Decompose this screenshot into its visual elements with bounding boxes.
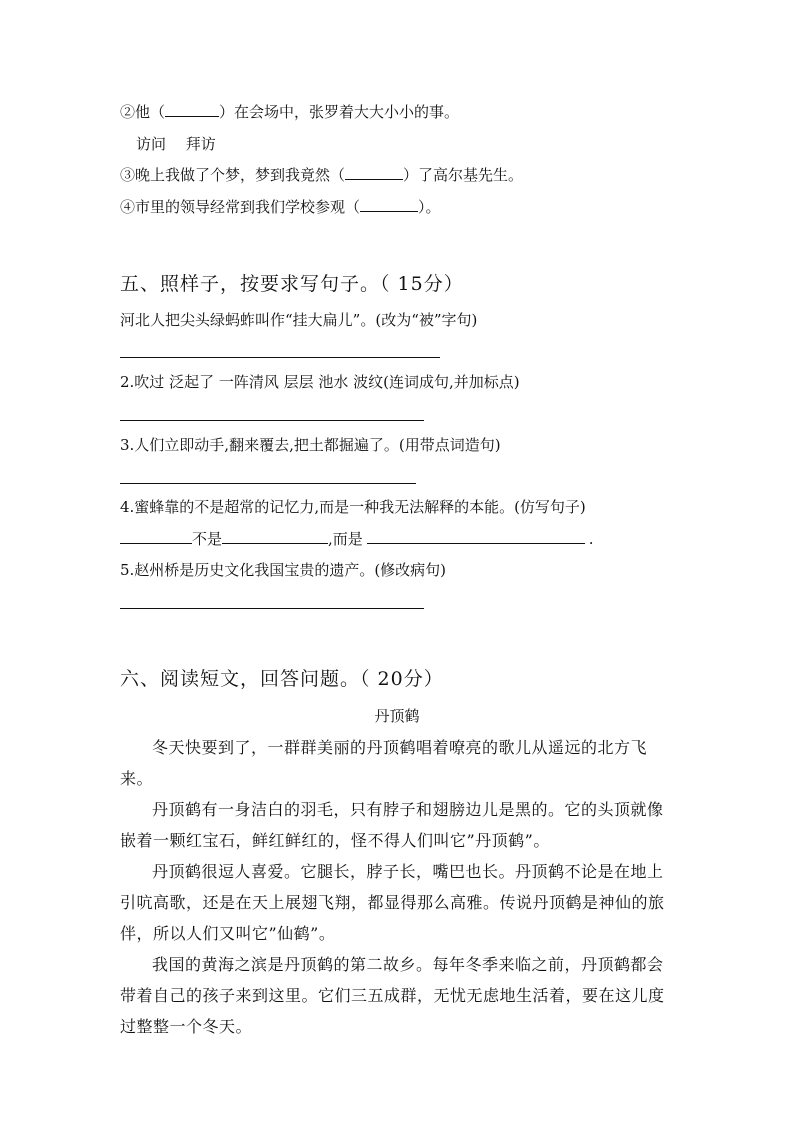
question-4-2 bbox=[120, 102, 459, 122]
passage-paragraph-4: 我国的黄海之滨是丹顶鹤的第二故乡。每年冬季来临之前，丹顶鹤都会带着自己的孩子来到这里。它们三五成群，无忧无虑地生活着，要在这儿度过整整一个冬天。 bbox=[120, 955, 665, 1036]
question-5-4-fill bbox=[120, 529, 594, 549]
q4-4-text-after: ）。 bbox=[418, 198, 441, 216]
section-5-heading: 五、照样子，按要求写句子。（ 15分） bbox=[120, 273, 464, 295]
section-6-heading: 六、阅读短文，回答问题。（ 20分） bbox=[120, 668, 444, 690]
passage-body bbox=[120, 732, 665, 1042]
answer-blank[interactable] bbox=[222, 529, 328, 544]
fill-period: . bbox=[588, 530, 594, 548]
answer-blank[interactable] bbox=[360, 197, 418, 212]
passage-paragraph-1: 冬天快要到了，一群群美丽的丹顶鹤唱着嘹亮的歌儿从遥远的北方飞来。 bbox=[120, 738, 648, 788]
passage-paragraph-3: 丹顶鹤很逗人喜爱。它腿长，脖子长，嘴巴也长。丹顶鹤不论是在地上引吭高歌，还是在天上展翅飞翔，都显得那么高雅。传说丹顶鹤是神仙的旅伴，所以人们又叫它”仙鹤”。 bbox=[120, 862, 665, 943]
passage-paragraph-2: 丹顶鹤有一身洁白的羽毛，只有脖子和翅膀边儿是黑的。它的头顶就像嵌着一颗红宝石，鲜红鲜红的，怪不得人们叫它”丹顶鹤”。 bbox=[120, 800, 664, 850]
answer-blank[interactable] bbox=[345, 165, 403, 180]
q4-2-text-after: ）在会场中，张罗着大大小小的事。 bbox=[219, 103, 460, 121]
question-5-4: 4.蜜蜂靠的不是超常的记忆力,而是一种我无法解释的本能。(仿写句子) bbox=[120, 498, 586, 516]
question-4-4 bbox=[120, 197, 441, 217]
answer-line[interactable] bbox=[120, 608, 424, 609]
answer-blank[interactable] bbox=[367, 529, 585, 544]
q4-3-text-before: ③晚上我做了个梦，梦到我竟然（ bbox=[120, 166, 346, 184]
fill-word-not: 不是 bbox=[192, 530, 223, 548]
answer-blank[interactable] bbox=[120, 529, 192, 544]
q4-3-text-after: ）了高尔基先生。 bbox=[403, 166, 524, 184]
q4-2-text-before: ②他（ bbox=[120, 103, 166, 121]
question-5-3: 3.人们立即动手,翻来覆去,把土都掘遍了。(用带点词造句) bbox=[120, 436, 501, 454]
question-5-5: 5.赵州桥是历史文化我国宝贵的遗产。(修改病句) bbox=[120, 561, 447, 579]
answer-line[interactable] bbox=[120, 483, 416, 484]
question-4-3 bbox=[120, 165, 523, 185]
q4-4-text-before: ④市里的领导经常到我们学校参观（ bbox=[120, 198, 361, 216]
question-5-2: 2.吹过 泛起了 一阵清风 层层 池水 波纹(连词成句,并加标点) bbox=[120, 373, 520, 391]
answer-line[interactable] bbox=[120, 420, 424, 421]
fill-word-but: ,而是 bbox=[328, 530, 363, 548]
answer-blank[interactable] bbox=[165, 102, 219, 117]
answer-line[interactable] bbox=[120, 357, 440, 358]
passage-title: 丹顶鹤 bbox=[374, 707, 420, 725]
question-5-1: 河北人把尖头绿蚂蚱叫作“挂大扁儿”。(改为“被”字句) bbox=[120, 311, 478, 329]
word-options: 访问 拜访 bbox=[136, 135, 216, 153]
